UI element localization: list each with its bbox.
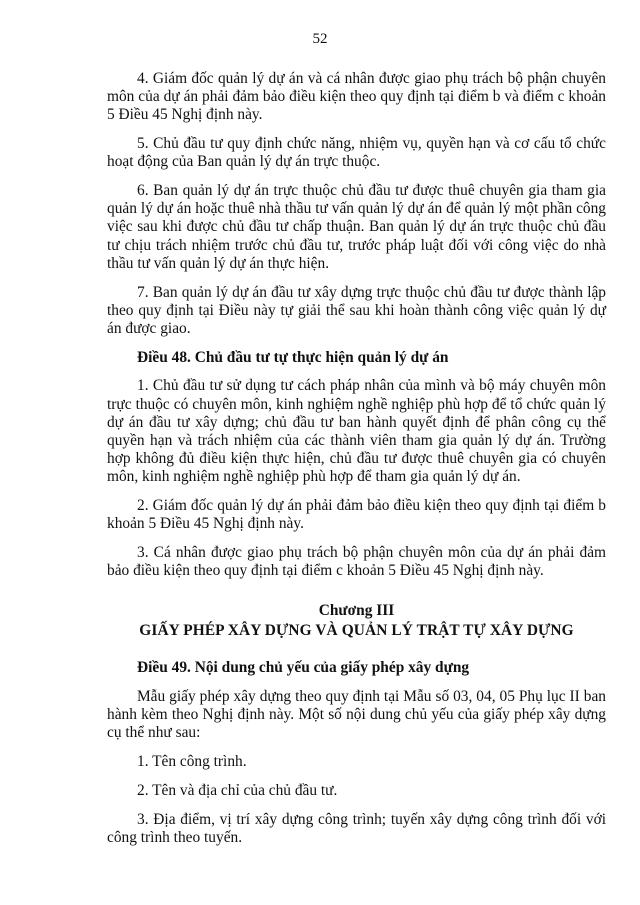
chapter-heading: [107, 601, 606, 640]
article-heading: Điều 49. Nội dung chủ yếu của giấy phép xây dựng: [137, 659, 470, 677]
paragraph: 2. Giám đốc quản lý dự án phải đảm bảo điều kiện theo quy định tại điểm b khoản 5 Điều 45 Nghị định này.: [107, 497, 606, 533]
paragraph: 5. Chủ đầu tư quy định chức năng, nhiệm vụ, quyền hạn và cơ cấu tổ chức hoạt động của Ban quản lý dự án trực thuộc.: [107, 135, 606, 171]
paragraph: 3. Cá nhân được giao phụ trách bộ phận chuyên môn của dự án phải đảm bảo điều kiện theo quy định tại điểm c khoản 5 Điều 45 Nghị định này.: [107, 543, 606, 580]
paragraph: 4. Giám đốc quản lý dự án và cá nhân được giao phụ trách bộ phận chuyên môn của dự án phải đảm bảo điều kiện theo quy định tại điểm b và điểm c khoản 5 Điều 45 Nghị định này.: [107, 70, 606, 124]
paragraph: 1. Chủ đầu tư sử dụng tư cách pháp nhân của mình và bộ máy chuyên môn trực thuộc có chuyên môn, kinh nghiệm nghề nghiệp phù hợp để tổ chức quản lý dự án đầu tư xây dựng; chủ đầu tư ban hành quyết định để phân công cụ thể quyền hạn và trách nhiệm của các thành viên tham gia quản lý dự án. Trường hợp không đủ điều kiện thực hiện, chủ đầu tư được thuê chuyên gia có chuyên môn, kinh nghiệm nghề nghiệp phù hợp để tham gia quản lý dự án.: [107, 377, 606, 486]
paragraph: Mẫu giấy phép xây dựng theo quy định tại Mẫu số 03, 04, 05 Phụ lục II ban hành kèm theo Nghị định này. Một số nội dung chủ yếu của giấy phép xây dựng cụ thể như sau:: [107, 688, 606, 742]
chapter-number: Chương III: [318, 602, 395, 620]
paragraph: 7. Ban quản lý dự án đầu tư xây dựng trực thuộc chủ đầu tư được thành lập theo quy định tại Điều này tự giải thể sau khi hoàn thành công việc quản lý dự án được giao.: [107, 283, 606, 337]
paragraph: 3. Địa điểm, vị trí xây dựng công trình; tuyến xây dựng công trình đối với công trình theo tuyến.: [107, 810, 606, 846]
article-heading: Điều 48. Chủ đầu tư tự thực hiện quản lý dự án: [137, 348, 449, 366]
paragraph: 1. Tên công trình.: [137, 753, 247, 771]
document-body: [107, 70, 606, 858]
paragraph: 2. Tên và địa chỉ của chủ đầu tư.: [137, 781, 338, 799]
paragraph: 6. Ban quản lý dự án trực thuộc chủ đầu tư được thuê chuyên gia tham gia quản lý dự án hoặc thuê nhà thầu tư vấn quản lý dự án để quản lý một phần công việc sau khi được chủ đầu tư chấp thuận. Ban quản lý dự án trực thuộc chủ đầu tư chịu trách nhiệm trước chủ đầu tư, trước pháp luật đối với công việc do nhà thầu tư vấn quản lý dự án thực hiện.: [107, 182, 606, 272]
chapter-title: GIẤY PHÉP XÂY DỰNG VÀ QUẢN LÝ TRẬT TỰ XÂY DỰNG: [139, 621, 574, 639]
page-number: 52: [312, 31, 328, 47]
